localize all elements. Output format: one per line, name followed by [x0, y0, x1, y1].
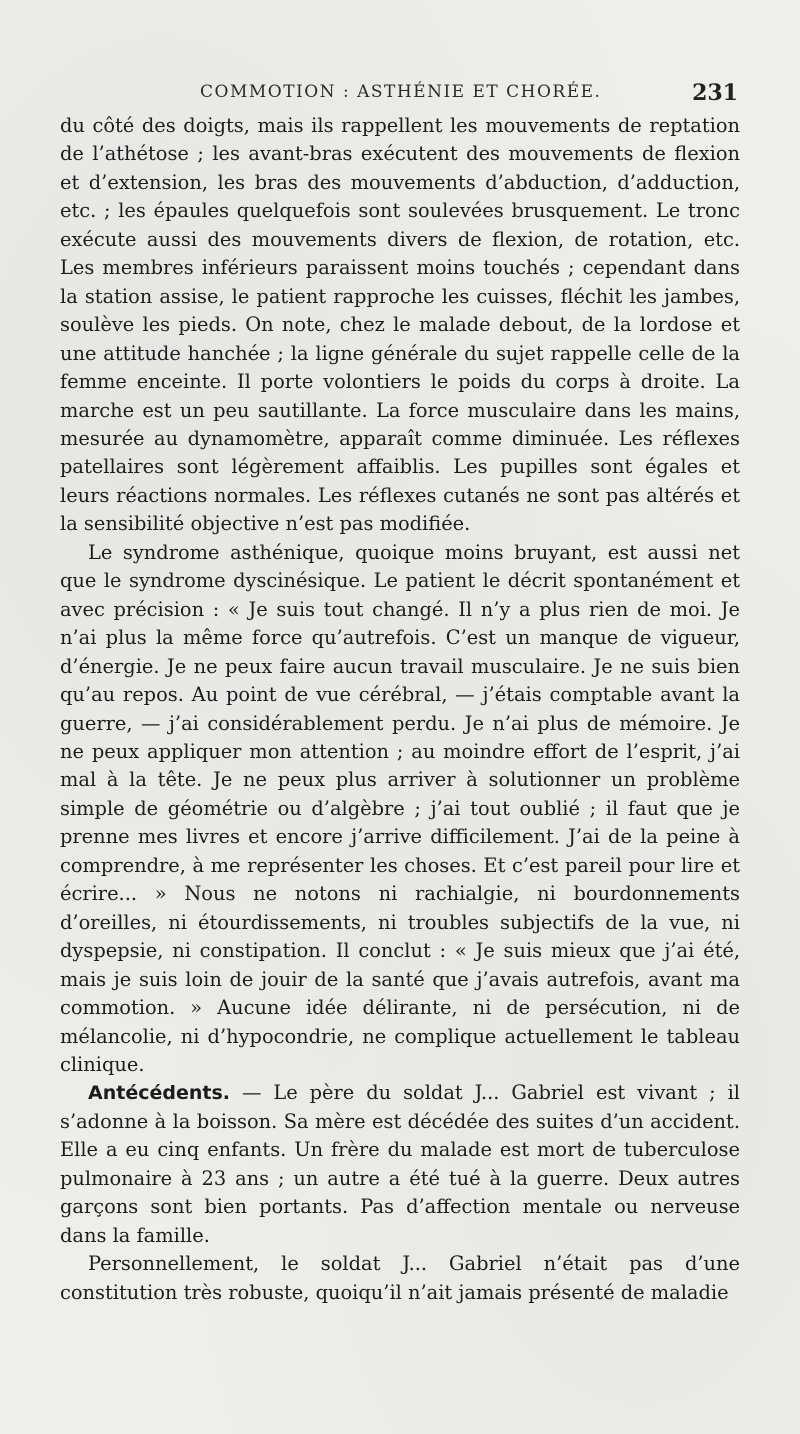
paragraph-antecedents — [60, 1079, 740, 1250]
running-head: COMMOTION : ASTHÉNIE ET CHORÉE. — [200, 82, 602, 102]
paragraph-continued: du côté des doigts, mais ils rappellent les mouvements de reptation de l’athétose ; les avant-bras exécutent des mouvements de flexion et d’extension, les bras des mouvements d’abduction, d’adduction, etc. ; les épaules quelquefois sont soulevées brusquement. Le tronc exécute aussi des mouvements divers de flexion, de rotation, etc. Les membres inférieurs paraissent moins touchés ; cependant dans la station assise, le patient rapproche les cuisses, fléchit les jambes, soulève les pieds. On note, chez le malade debout, de la lordose et une attitude hanchée ; la ligne générale du sujet rappelle celle de la femme enceinte. Il porte volontiers le poids du corps à droite. La marche est un peu sautillante. La force musculaire dans les mains, mesurée au dynamomètre, apparaît comme diminuée. Les réflexes patellaires sont légèrement affaiblis. Les pupilles sont égales et leurs réactions normales. Les réflexes cutanés ne sont pas altérés et la sensibilité objective n’est pas modifiée. — [60, 114, 740, 536]
body-text — [60, 112, 740, 1307]
paragraph-asthenic-syndrome: Le syndrome asthénique, quoique moins bruyant, est aussi net que le syndrome dyscinésique. Le patient le décrit spontanément et avec précision : « Je suis tout changé. Il n’y a plus rien de moi. Je n’ai plus la même force qu’autrefois. C’est un manque de vigueur, d’énergie. Je ne peux faire aucun travail musculaire. Je ne suis bien qu’au repos. Au point de vue cérébral, — j’étais comptable avant la guerre, — j’ai considérablement perdu. Je n’ai plus de mémoire. Je ne peux appliquer mon attention ; au moindre effort de l’esprit, j’ai mal à la tête. Je ne peux plus arriver à solutionner un problème simple de géométrie ou d’algèbre ; j’ai tout oublié ; il faut que je prenne mes livres et encore j’arrive difficilement. J’ai de la peine à comprendre, à me représenter les choses. Et c’est pareil pour lire et écrire... » Nous ne notons ni rachialgie, ni bourdonnements d’oreilles, ni étourdissements, ni troubles subjectifs de la vue, ni dyspepsie, ni constipation. Il conclut : « Je suis mieux que j’ai été, mais je suis loin de jouir de la santé que j’avais autrefois, avant ma commotion. » Aucune idée délirante, ni de persécution, ni de mélancolie, ni d’hypocondrie, ne complique actuellement le tableau clinique. — [60, 540, 740, 1076]
paragraph-personal-history: Personnellement, le soldat J... Gabriel n’était pas d’une constitution très robuste, quoiqu’il n’ait jamais présenté de maladie — [60, 1252, 740, 1304]
page-header — [60, 82, 740, 112]
section-label: Antécédents. — [88, 1082, 230, 1105]
page-number: 231 — [692, 80, 738, 106]
paragraph-antecedents-text: — Le père du soldat J... Gabriel est vivant ; il s’adonne à la boisson. Sa mère est décédée des suites d’un accident. Elle a eu cinq enfants. Un frère du malade est mort de tuberculose pulmonaire à 23 ans ; un autre a été tué à la guerre. Deux autres garçons sont bien portants. Pas d’affection mentale ou nerveuse dans la famille. — [60, 1081, 740, 1247]
